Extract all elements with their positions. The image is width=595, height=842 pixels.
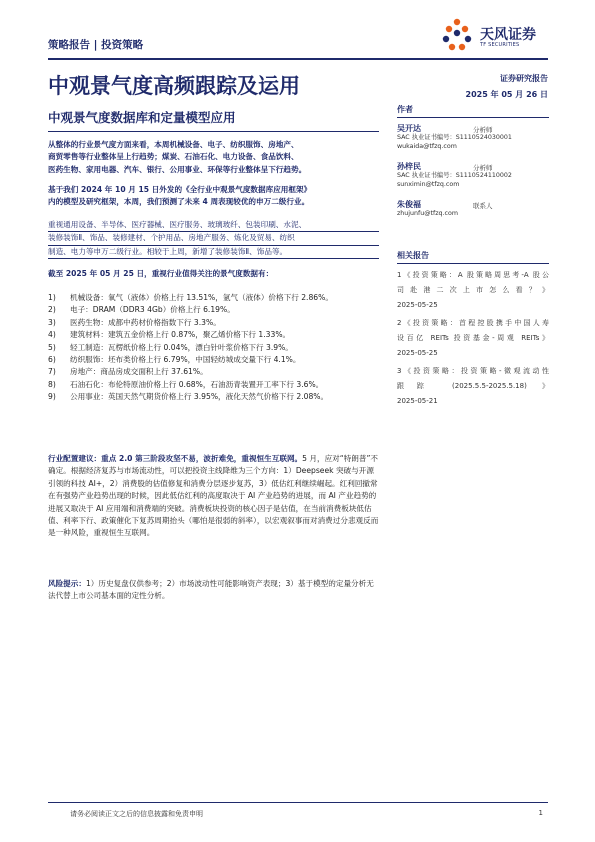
list-number: 1) (48, 293, 56, 302)
list-number: 5) (48, 342, 56, 352)
report-category: 策略报告 | 投资策略 (48, 39, 144, 51)
data-intro-text: 截至 2025 年 05 月 25 日，重视行业值得关注的景气度数据有： (48, 269, 274, 278)
related-report-date: 2025-05-25 (397, 301, 438, 309)
report-date: 2025 年 05 月 26 日 (465, 90, 548, 99)
list-item (48, 342, 379, 354)
page-title: 中观景气度高频跟踪及运用 (48, 74, 300, 98)
author-email[interactable]: sunximin@tfzq.com (397, 181, 460, 188)
list-text: 公用事业：英国天然气期货价格上行 3.95%，液化天然气价格下行 2.08%。 (70, 392, 329, 402)
related-report-item[interactable] (397, 268, 549, 313)
related-report-title[interactable]: 2《投资策略：首程控股携手中国人寿 (397, 319, 549, 327)
author-name: 吴开达 (397, 124, 421, 133)
logo-icon (440, 18, 474, 52)
indicator-list (48, 292, 379, 404)
author-role: 分析师 (473, 126, 493, 134)
related-report-item[interactable] (397, 364, 549, 409)
data-intro (48, 268, 379, 280)
report-type: 证券研究报告 (500, 74, 548, 83)
author-role: 分析师 (473, 164, 493, 172)
list-text: 机械设备：氧气（液体）价格上行 13.51%，氩气（液体）价格下行 2.86%。 (70, 293, 333, 302)
author-role: 联系人 (473, 202, 493, 210)
related-report-date: 2025-05-21 (397, 397, 438, 405)
related-report-title[interactable]: 设百亿 REITs 投资基金-周观 REITs》 (397, 334, 549, 342)
list-text: 医药生物：成都中药材价格指数下行 3.3%。 (70, 317, 221, 327)
related-heading: 相关报告 (397, 250, 549, 264)
author-cert: SAC 执业证书编号：S1110524030001 (397, 134, 512, 141)
related-report-date: 2025-05-25 (397, 349, 438, 357)
list-number: 7) (48, 367, 56, 377)
summary-paragraph (48, 139, 379, 176)
author-cert: SAC 执业证书编号：S1110524110002 (397, 172, 512, 179)
author-name: 朱俊福 (397, 200, 421, 209)
related-report-title[interactable]: 司赴港二次上市怎么看？》 (397, 286, 549, 294)
summary-line: 医药生物、家用电器、汽车、银行、公用事业、环保等行业整体呈下行趋势。 (48, 164, 307, 174)
list-number: 6) (48, 355, 56, 365)
list-number: 8) (48, 379, 56, 389)
list-text: 轻工制造：瓦楞纸价格上行 0.04%，漂白针叶浆价格下行 3.9%。 (70, 342, 293, 352)
list-item (48, 329, 379, 341)
model-paragraph (48, 184, 379, 209)
list-text: 房地产：商品房成交面积上行 37.61%。 (70, 367, 208, 377)
list-item (48, 366, 379, 378)
list-item (48, 292, 379, 304)
subtitle-divider (48, 131, 379, 132)
risk-heading: 风险提示： (48, 579, 86, 588)
sector-recommendation (48, 219, 379, 259)
sector-line: 装修装饰Ⅱ、饰品、装修建材、个护用品、房地产服务、炼化及贸易、纺织 (48, 232, 379, 245)
list-number: 3) (48, 317, 56, 327)
footer-divider (48, 802, 548, 803)
author-name: 孙梓民 (397, 162, 421, 171)
sector-line: 重视通用设备、半导体、医疗器械、医疗服务、玻璃玻纤、包装印刷、水泥、 (48, 219, 379, 232)
header-divider (48, 58, 548, 60)
sector-line: 制造、电力等申万二级行业。相较于上周，新增了装修装饰Ⅱ、饰品等。 (48, 246, 379, 259)
related-reports-section (397, 250, 549, 412)
list-number: 9) (48, 392, 56, 402)
allocation-paragraph (48, 453, 379, 540)
related-report-title[interactable]: 3《投资策略：投资策略-微观流动性 (397, 367, 549, 375)
author-email[interactable]: wukaida@tfzq.com (397, 143, 457, 150)
related-report-title[interactable]: 1《投资策略：A 股策略周思考-A 股公 (397, 271, 549, 279)
risk-text: 1）历史复盘仅供参考；2）市场波动性可能影响资产表现；3）基于模型的定量分析无法代替上市公司基本面的定性分析。 (48, 579, 374, 601)
related-report-item[interactable] (397, 316, 549, 361)
logo-english: TF SECURITIES (480, 42, 520, 48)
authors-heading: 作者 (397, 104, 549, 118)
logo-name: 天风证券 (480, 27, 536, 43)
footer-disclaimer: 请务必阅读正文之后的信息披露和免责申明 (70, 810, 203, 818)
list-number: 4) (48, 330, 56, 340)
list-item (48, 391, 379, 403)
list-item (48, 304, 379, 316)
author-card (397, 124, 549, 162)
summary-line: 商贸零售等行业整体呈上行趋势；煤炭、石油石化、电力设备、食品饮料、 (48, 152, 299, 162)
authors-section (397, 104, 549, 238)
model-line: 基于我们 2024 年 10 月 15 日外发的《全行业中观景气度数据库应用框架》 (48, 185, 312, 194)
list-number: 2) (48, 305, 56, 315)
author-card (397, 200, 549, 238)
summary-line: 从整体的行业景气度方面来看，本周机械设备、电子、纺织服饰、房地产、 (48, 140, 299, 149)
author-email[interactable]: zhujunfu@tfzq.com (397, 210, 458, 217)
allocation-heading: 行业配置建议：重点 2.0 第三阶段攻坚不易，波折难免，重视恒生互联网。 (48, 454, 303, 463)
list-text: 建筑材料：建筑五金价格上行 0.87%，聚乙烯价格下行 1.33%。 (70, 330, 291, 340)
model-line: 内的模型及研究框架，本周，我们预测了未来 4 周表现较优的申万二级行业。 (48, 197, 310, 207)
risk-paragraph (48, 578, 379, 603)
list-item (48, 354, 379, 366)
list-item (48, 317, 379, 329)
allocation-text: 5 月，应对“特朗普”不确定。根据经济复苏与市场流动性，可以把投资主线降维为三个方向：1）Deepseek 突破与开源引领的科技 AI+，2）消费股的估值修复和消费分层逐步复苏，3）低估红利继续崛起。红利回撤常在有强势产业趋势出现的时候，因此低估红利的高度取决于 AI 产业趋势的进展，而 AI 产业趋势的进展又取决于 AI 应用端和消费端的突破。消费板块投资的核心因子是估值，在当前消费板块低估值、利率下行、政策催化下复苏周期抬头（哪怕是很弱的斜率），以宏观叙事而对消费过分悲观反而是一种风险，重视恒生互联网。 (48, 454, 379, 538)
report-subtitle: 中观景气度数据库和定量模型应用 (48, 110, 236, 125)
list-item (48, 379, 379, 391)
list-text: 石油石化：布伦特原油价格上行 0.68%，石油沥青装置开工率下行 3.6%。 (70, 379, 324, 389)
list-text: 电子：DRAM（DDR3 4Gb）价格上行 6.19%。 (70, 305, 235, 315)
author-card (397, 162, 549, 200)
list-text: 纺织服饰：坯布类价格上行 6.79%，中国轻纺城成交量下行 4.1%。 (70, 355, 301, 365)
related-report-title[interactable]: 跟踪 (2025.5.5-2025.5.18) 》 (397, 382, 549, 390)
page-number: 1 (538, 809, 543, 817)
